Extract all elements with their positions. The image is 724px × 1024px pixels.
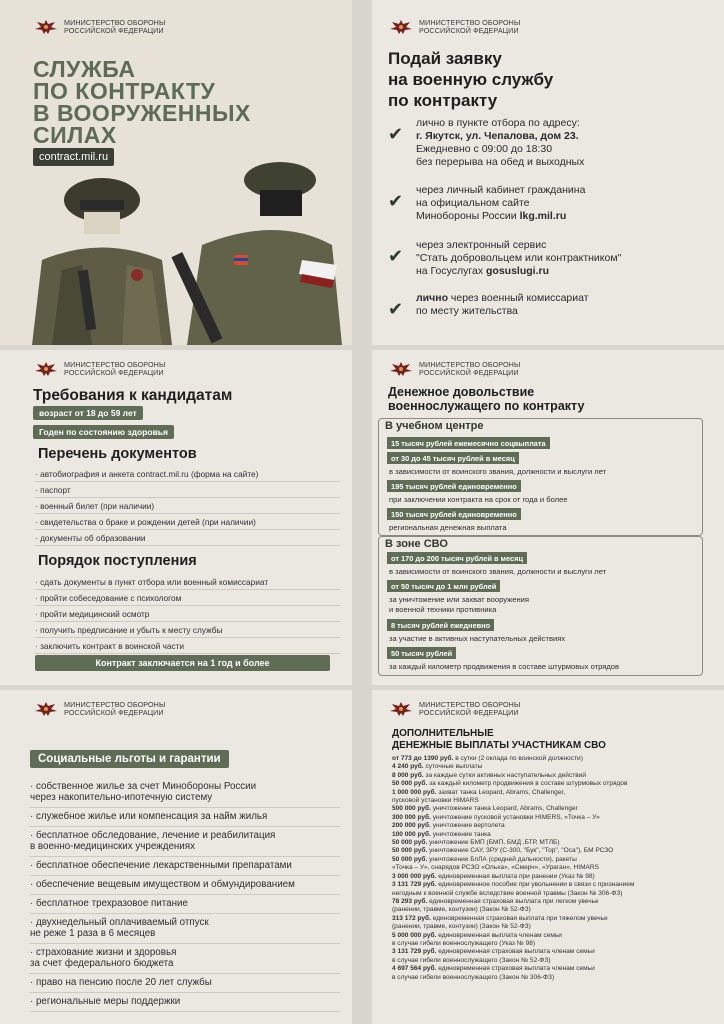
social-list [30, 778, 340, 1012]
list-item: 5 000 000 руб. единовременная выплата членам семьи [392, 931, 562, 939]
list-item: · собственное жилье за счет Минобороны России через накопительно-ипотечную систему [30, 778, 340, 808]
list-item: · получить предписание и убыть к месту службы [35, 622, 340, 638]
checkmark-icon: ✔ [388, 124, 404, 144]
panel-additional-payments [372, 690, 724, 1024]
eagle-emblem-icon [388, 360, 414, 378]
list-item: · бесплатное обследование, лечение и реабилитация в военно-медицинских учреждениях [30, 827, 340, 857]
apply-option-gosuslugi: ✔ через электронный сервис "Стать добровольцем или контрактником" на Госуслугах gosuslugi.ru [388, 239, 622, 277]
ministry-line2: РОССИЙСКОЙ ФЕДЕРАЦИИ [64, 26, 164, 35]
panel-apply [372, 0, 724, 345]
checkmark-icon: ✔ [388, 191, 404, 211]
eagle-emblem-icon [33, 18, 59, 36]
list-item: · пройти медицинский осмотр [35, 606, 340, 622]
list-item: · обеспечение вещевым имуществом и обмундированием [30, 876, 340, 895]
list-item: 100 000 руб. уничтожение танка [392, 830, 491, 838]
apply-option-in-person: ✔ лично в пункте отбора по адресу: г. Якутск, ул. Чепалова, дом 23. Ежедневно с 09:00 до 18:30 без перерыва на обед и выходных [388, 117, 585, 168]
apply-option-commissariat: ✔ лично через военный комиссариат по месту жительства [388, 292, 589, 319]
list-item: · региональные меры поддержки [30, 993, 340, 1012]
ministry-header: МИНИСТЕРСТВО ОБОРОНЫ РОССИЙСКОЙ ФЕДЕРАЦИИ [388, 18, 520, 36]
svo-zone-title: В зоне СВО [385, 538, 448, 550]
list-item: · пройти собеседование с психологом [35, 590, 340, 606]
soldiers-image [12, 150, 342, 345]
requirements-title: Требования к кандидатам [33, 387, 233, 404]
list-item: (ранении, травме, контузии) (Закон № 52-ФЗ) [392, 923, 531, 931]
apply-option-lkg: ✔ через личный кабинет гражданина на официальном сайте Минобороны России lkg.mil.ru [388, 184, 586, 222]
ministry-header: МИНИСТЕРСТВО ОБОРОНЫ РОССИЙСКОЙ ФЕДЕРАЦИИ [388, 700, 520, 718]
pay-badge: 50 тысяч рублей [387, 647, 456, 659]
list-item: негодным к военной службе вследствие военной травмы (Закон № 306-ФЗ) [392, 889, 623, 897]
pay-badge: от 30 до 45 тысяч рублей в месяц [387, 452, 519, 464]
order-title: Порядок поступления [38, 553, 197, 569]
pay-badge: от 170 до 200 тысяч рублей в месяц [387, 552, 527, 564]
list-item: 8 000 руб. за каждые сутки активных наступательных действий [392, 771, 587, 779]
list-item: · заключить контракт в воинской части [35, 638, 340, 654]
list-item: в случае гибели военнослужащего (Указ № 98) [392, 939, 536, 947]
list-item: · документы об образовании [35, 530, 340, 546]
list-item: 78 293 руб. единовременная страховая выплата при легком увечье [392, 897, 599, 905]
training-center-title: В учебном центре [385, 420, 484, 432]
list-item: «Точка – У», снарядов РСЗО «Ольха», «Смерч», «Ураган», HIMARS [392, 864, 599, 872]
health-badge: Годен по состоянию здоровья [33, 425, 174, 439]
list-item: 1 000 000 руб. захват танка Leopard, Abrams, Challenger, [392, 788, 566, 796]
pay-badge: от 50 тысяч до 1 млн рублей [387, 580, 500, 592]
list-item: 50 000 руб. уничтожение БпЛА (средней дальности), ракеты [392, 855, 577, 863]
list-item: · свидетельства о браке и рождении детей (при наличии) [35, 514, 340, 530]
order-list [35, 574, 340, 654]
age-badge: возраст от 18 до 59 лет [33, 406, 143, 420]
list-item: 200 000 руб. уничтожение вертолета [392, 822, 505, 830]
main-title: СЛУЖБА ПО КОНТРАКТУ В ВООРУЖЕННЫХ СИЛАХ [33, 56, 251, 148]
list-item: · сдать документы в пункт отбора или военный комиссариат [35, 574, 340, 590]
documents-title: Перечень документов [38, 446, 197, 462]
gosuslugi-link[interactable]: gosuslugi.ru [486, 265, 549, 277]
pay-badge: 195 тысяч рублей единовременно [387, 480, 521, 492]
eagle-emblem-icon [388, 700, 414, 718]
svo-zone-box: В зоне СВО от 170 до 200 тысяч рублей в месяц в зависимости от воинского звания, должности и выслуги лет от 50 тысяч до 1 млн рублей за уничтожение или захват вооружения и военной техники противника 8 тысяч рублей ежедневно за участие в активных наступательных действиях 50 тысяч рублей за каждый километр продвижения в составе штурмовых отрядов [378, 536, 703, 676]
list-item: · военный билет (при наличии) [35, 498, 340, 514]
panel-contract-service [0, 0, 352, 345]
list-item: в случае гибели военнослужащего (Закон № 306-ФЗ) [392, 973, 555, 981]
ministry-header [33, 18, 165, 36]
additional-payments-title: ДОПОЛНИТЕЛЬНЫЕ ДЕНЕЖНЫЕ ВЫПЛАТЫ УЧАСТНИКАМ СВО [392, 728, 606, 751]
list-item: (ранении, травме, контузии) (Закон № 52-ФЗ) [392, 906, 531, 914]
list-item: 313 172 руб. единовременная страховая выплата при тяжелом увечье [392, 914, 608, 922]
list-item: · двухнедельный оплачиваемый отпуск не реже 1 раза в 6 месяцев [30, 914, 340, 944]
list-item: · страхование жизни и здоровья за счет федерального бюджета [30, 944, 340, 974]
eagle-emblem-icon [33, 700, 59, 718]
documents-list [35, 466, 340, 546]
list-item: 50 000 руб. за каждый километр продвижения в составе штурмовых отрядов [392, 780, 628, 788]
social-title: Социальные льготы и гарантии [30, 750, 229, 768]
list-item: в случае гибели военнослужащего (Закон № 52-ФЗ) [392, 956, 551, 964]
panel-social [0, 690, 352, 1024]
list-item: · право на пенсию после 20 лет службы [30, 974, 340, 993]
list-item: · паспорт [35, 482, 340, 498]
list-item: · бесплатное обеспечение лекарственными препаратами [30, 857, 340, 876]
list-item: 500 000 руб. уничтожение танка Leopard, Abrams, Challenger [392, 805, 578, 813]
additional-payments-list [392, 755, 717, 982]
list-item: 50 000 руб. уничтожение БМП (БМП, БМД ,БТР, МТЛБ) [392, 839, 560, 847]
apply-title: Подай заявку на военную службу по контракту [388, 49, 554, 110]
panel-requirements [0, 350, 352, 685]
list-item: от 773 до 1390 руб. в сутки (2 оклада по воинской должности) [392, 755, 583, 762]
list-item: · бесплатное трехразовое питание [30, 895, 340, 914]
ministry-header: МИНИСТЕРСТВО ОБОРОНЫ РОССИЙСКОЙ ФЕДЕРАЦИИ [33, 700, 165, 718]
list-item: 3 131 729 руб. единовременное пособие при увольнении в связи с признанием [392, 881, 635, 889]
pay-badge: 15 тысяч рублей ежемесячно соцвыплата [387, 437, 550, 449]
list-item: 50 000 руб. уничтожение САУ, ЗРУ (С-300, "Бук", "Тор", "Оса"), БМ РСЗО [392, 847, 614, 855]
list-item: 300 000 руб. уничтожение пусковой установки HIMERS, «Точка – У» [392, 813, 600, 821]
ministry-header: МИНИСТЕРСТВО ОБОРОНЫ РОССИЙСКОЙ ФЕДЕРАЦИИ [33, 360, 165, 378]
list-item: · автобиография и анкета contract.mil.ru (форма на сайте) [35, 466, 340, 482]
panel-pay [372, 350, 724, 685]
list-item: · служебное жилье или компенсация за найм жилья [30, 808, 340, 827]
lkg-link[interactable]: lkg.mil.ru [519, 210, 567, 222]
pay-badge: 8 тысяч рублей ежедневно [387, 619, 494, 631]
ministry-line1: МИНИСТЕРСТВО ОБОРОНЫ [64, 18, 166, 27]
contract-term-banner: Контракт заключается на 1 год и более [35, 655, 330, 671]
training-center-box: В учебном центре 15 тысяч рублей ежемесячно соцвыплата от 30 до 45 тысяч рублей в месяц в зависимости от воинского звания, должности и выслуги лет 195 тысяч рублей единовременно при заключении контракта на срок от года и более 150 тысяч рублей единовременно региональная денежная выплата [378, 418, 703, 536]
pay-badge: 150 тысяч рублей единовременно [387, 508, 521, 520]
list-item: 4 697 564 руб. единовременная страховая выплата членам семьи [392, 965, 595, 973]
eagle-emblem-icon [388, 18, 414, 36]
pay-title: Денежное довольствие военнослужащего по контракту [388, 385, 585, 413]
list-item: 3 131 729 руб. единовременная страховая выплата членам семьи [392, 948, 595, 956]
list-item: 4 240 руб. суточные выплаты [392, 763, 483, 771]
eagle-emblem-icon [33, 360, 59, 378]
ministry-header: МИНИСТЕРСТВО ОБОРОНЫ РОССИЙСКОЙ ФЕДЕРАЦИИ [388, 360, 520, 378]
checkmark-icon: ✔ [388, 299, 404, 319]
list-item: 3 000 000 руб. единовременная выплата при ранении (Указ № 98) [392, 872, 595, 880]
checkmark-icon: ✔ [388, 246, 404, 266]
site-link[interactable]: contract.mil.ru [33, 148, 114, 166]
list-item: пусковой установки HIMARS [392, 797, 479, 805]
